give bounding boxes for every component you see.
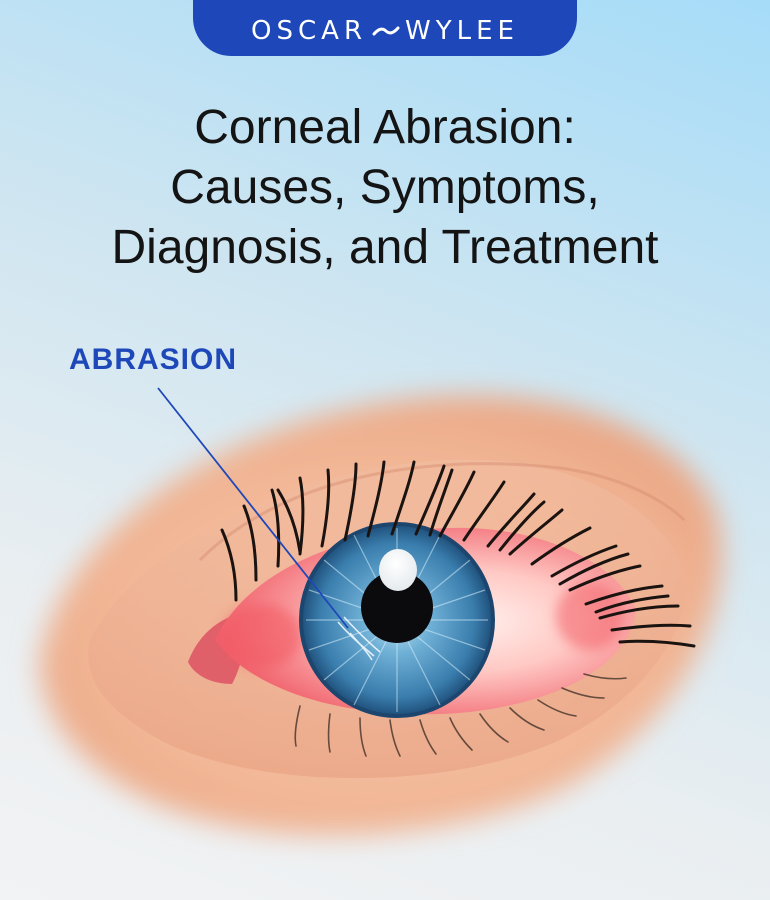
- title-line-1: Corneal Abrasion:: [194, 101, 576, 154]
- title-line-3: Diagnosis, and Treatment: [111, 221, 659, 274]
- redness-glow: [222, 604, 302, 668]
- title-line-2: Causes, Symptoms,: [170, 161, 600, 214]
- brand-name-left: OSCAR: [251, 16, 368, 46]
- light-reflection: [379, 549, 417, 591]
- abrasion-callout-label: ABRASION: [69, 343, 238, 376]
- brand-name-right: WYLEE: [405, 16, 519, 46]
